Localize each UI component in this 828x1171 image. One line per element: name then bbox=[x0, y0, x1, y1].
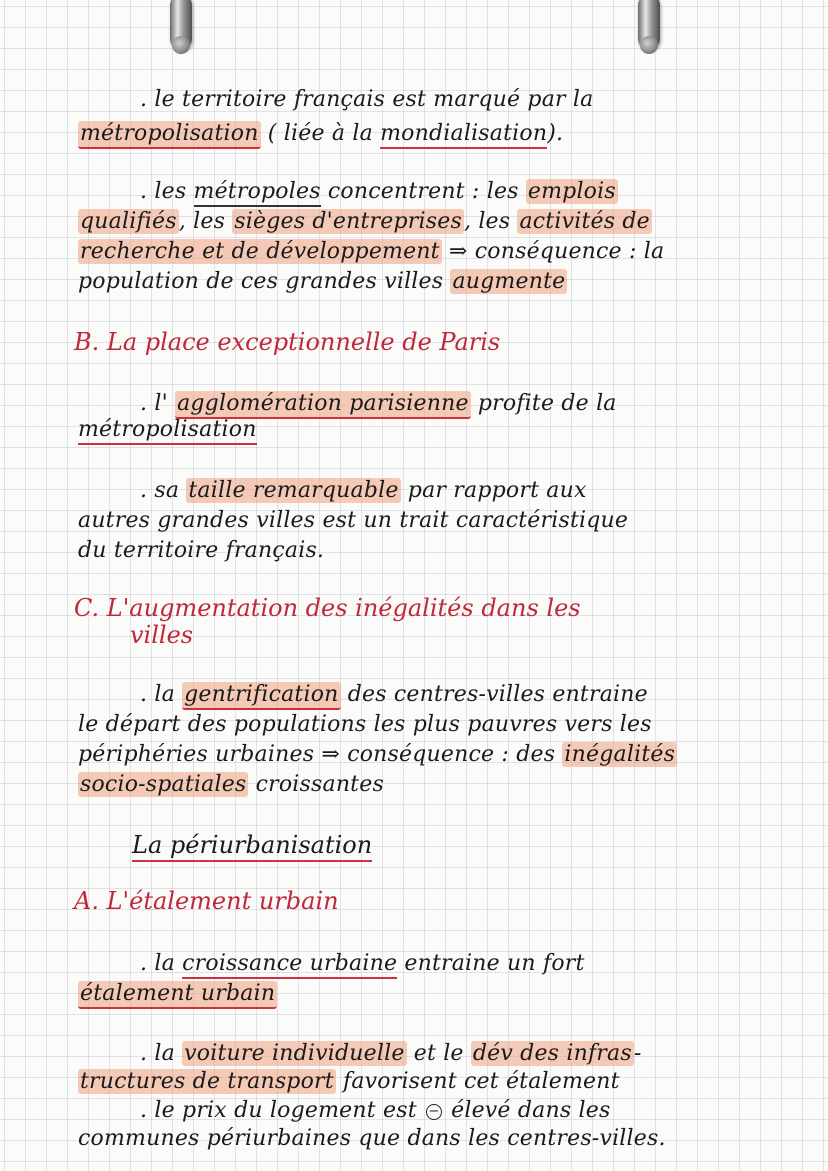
highlighted-term: taille remarquable bbox=[188, 478, 399, 503]
text: . le territoire français est marqué par la bbox=[140, 87, 594, 112]
text-line bbox=[140, 477, 587, 505]
text-line bbox=[140, 178, 618, 206]
underlined-term: métropoles bbox=[194, 179, 321, 207]
underlined-term: mondialisation bbox=[380, 121, 547, 149]
text: . la bbox=[140, 682, 183, 707]
text: concentrent : les bbox=[320, 179, 526, 204]
text-line bbox=[140, 950, 585, 978]
text-line bbox=[140, 390, 617, 418]
text-line bbox=[78, 1068, 620, 1096]
text: ). bbox=[547, 121, 564, 146]
text: . l' bbox=[140, 391, 176, 416]
text: population de ces grandes villes bbox=[78, 269, 451, 294]
highlighted-term: voiture individuelle bbox=[184, 1041, 405, 1066]
text: ⇒ conséquence : la bbox=[441, 239, 665, 264]
text-line bbox=[78, 1125, 666, 1153]
text: favorisent cet étalement bbox=[335, 1069, 620, 1094]
highlighted-term: emplois bbox=[527, 179, 616, 204]
highlighted-term: qualifiés bbox=[80, 209, 177, 234]
text-line bbox=[78, 238, 664, 266]
text-line bbox=[78, 416, 257, 444]
section-heading-a: A. L'étalement urbain bbox=[74, 887, 339, 915]
text: des centres-villes entraine bbox=[340, 682, 648, 707]
section-heading-c-cont: villes bbox=[130, 621, 194, 649]
text: communes périurbaines que dans les centres-villes. bbox=[78, 1126, 666, 1151]
text: , les bbox=[178, 209, 233, 234]
section-heading-b: B. La place exceptionnelle de Paris bbox=[74, 328, 501, 356]
minus-circle-icon: − bbox=[426, 1104, 442, 1120]
highlighted-term: gentrification bbox=[182, 682, 340, 710]
underlined-term: métropolisation bbox=[78, 417, 257, 445]
text: par rapport aux bbox=[400, 478, 587, 503]
text: . le prix du logement est bbox=[140, 1098, 424, 1123]
text: périphéries urbaines ⇒ conséquence : des bbox=[78, 742, 563, 767]
text-line bbox=[78, 507, 628, 535]
underlined-term: croissance urbaine bbox=[182, 951, 397, 979]
text: . sa bbox=[140, 478, 187, 503]
text: - bbox=[633, 1041, 642, 1066]
text: . la bbox=[140, 1041, 183, 1066]
text-line bbox=[140, 681, 648, 709]
highlighted-term: métropolisation bbox=[78, 121, 261, 149]
text: du territoire français. bbox=[78, 538, 325, 563]
text: . les bbox=[140, 179, 194, 204]
section-heading-c: C. L'augmentation des inégalités dans les bbox=[74, 594, 581, 622]
highlighted-term: tructures de transport bbox=[80, 1069, 334, 1094]
text-line bbox=[78, 980, 277, 1008]
text-line bbox=[140, 1097, 610, 1125]
text: élevé dans les bbox=[443, 1098, 611, 1123]
highlighted-term: agglomération parisienne bbox=[175, 391, 471, 419]
text: autres grandes villes est un trait caractéristique bbox=[78, 508, 629, 533]
highlighted-term: dév des infras bbox=[472, 1041, 632, 1066]
text: profite de la bbox=[470, 391, 617, 416]
text-line bbox=[78, 208, 652, 236]
highlighted-term: augmente bbox=[452, 269, 566, 294]
binder-ring-right bbox=[638, 0, 660, 50]
text-line bbox=[78, 120, 563, 148]
text-line bbox=[78, 771, 384, 799]
text-line bbox=[78, 711, 652, 739]
text-line bbox=[78, 741, 677, 769]
highlighted-term: activités de bbox=[519, 209, 650, 234]
text-line bbox=[140, 1040, 641, 1068]
text-line bbox=[140, 86, 593, 114]
chapter-heading-text: La périurbanisation bbox=[132, 831, 372, 862]
highlighted-term: socio-spatiales bbox=[80, 772, 247, 797]
text-line bbox=[78, 268, 567, 296]
text: le départ des populations les plus pauvres vers les bbox=[78, 712, 652, 737]
text: croissantes bbox=[248, 772, 384, 797]
highlighted-term: sièges d'entreprises bbox=[234, 209, 462, 234]
text-line bbox=[78, 537, 324, 565]
text: , les bbox=[463, 209, 518, 234]
highlighted-term: recherche et de développement bbox=[80, 239, 440, 264]
highlighted-term: étalement urbain bbox=[78, 981, 277, 1009]
binder-ring-left bbox=[170, 0, 192, 50]
text: . la bbox=[140, 951, 183, 976]
highlighted-term: inégalités bbox=[564, 742, 676, 767]
text: et le bbox=[406, 1041, 471, 1066]
text: ( liée à la bbox=[260, 121, 381, 146]
chapter-heading bbox=[132, 830, 372, 860]
text: entraine un fort bbox=[397, 951, 585, 976]
